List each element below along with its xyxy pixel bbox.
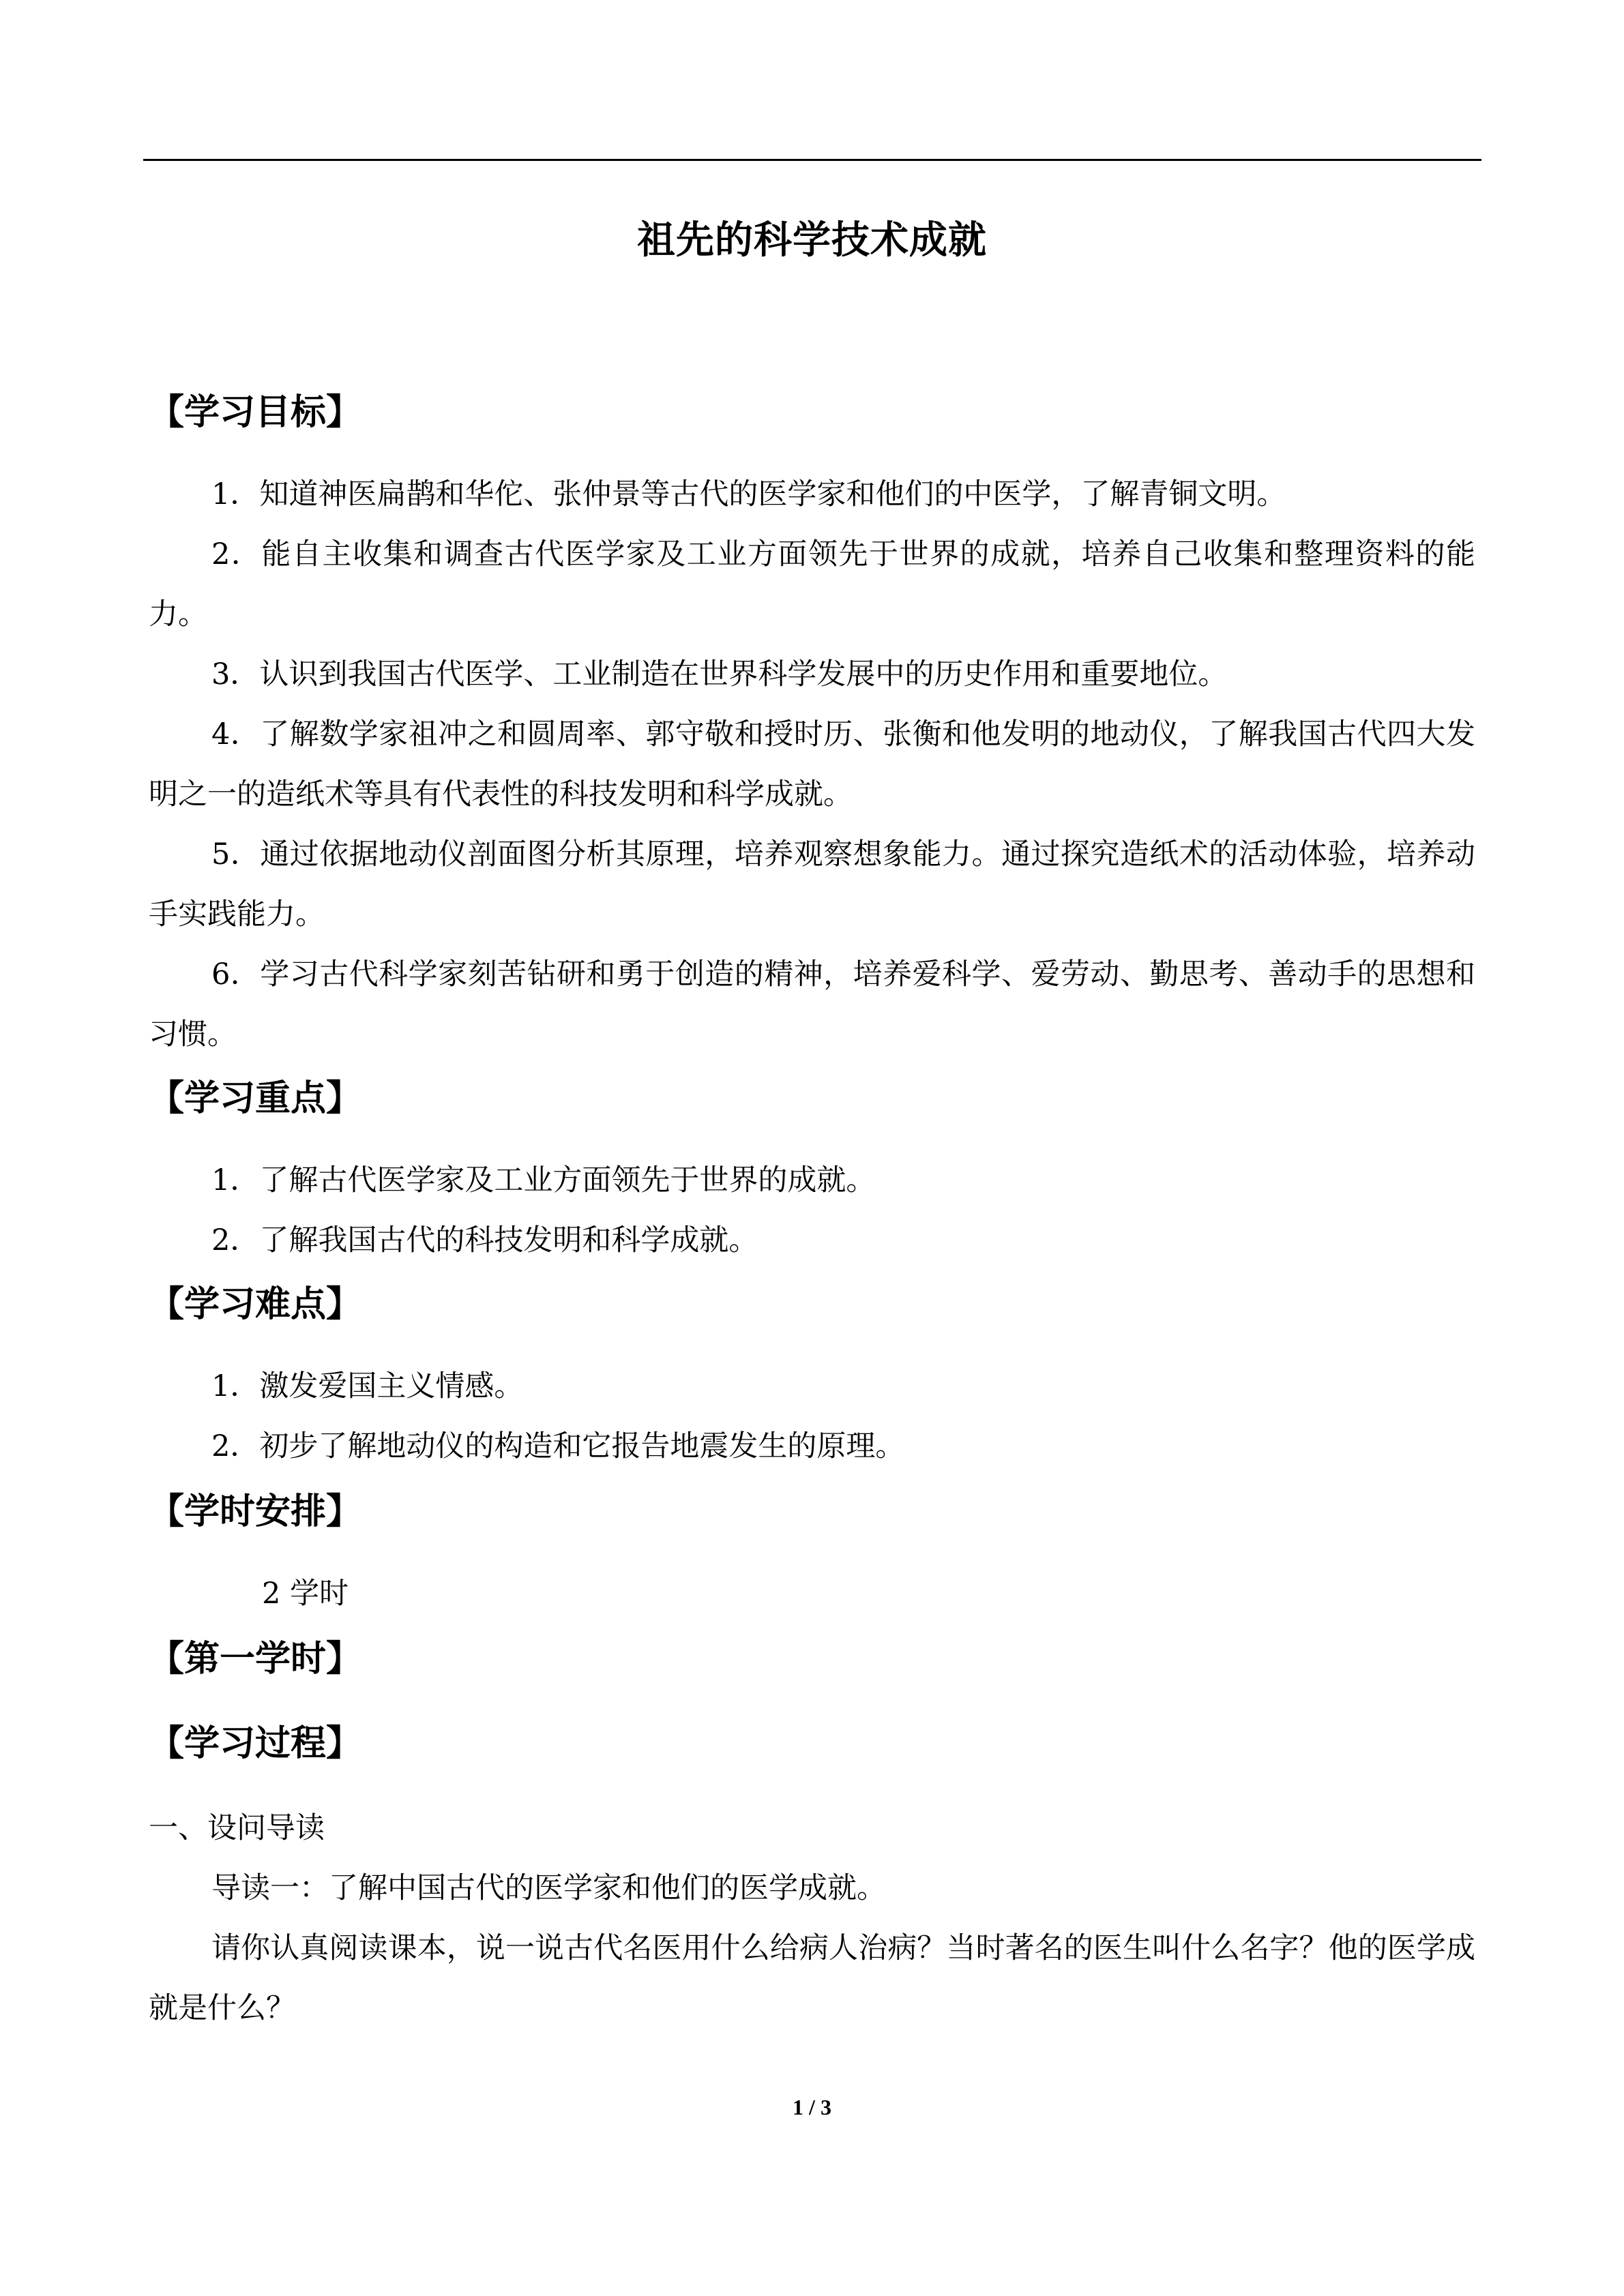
difficulty-item-2: 2．初步了解地动仪的构造和它报告地震发生的原理。 bbox=[211, 1429, 905, 1463]
objective-item-5: 5．通过依据地动仪剖面图分析其原理，培养观察想象能力。通过探究造纸术的活动体验，培养动手实践能力。 bbox=[149, 837, 1475, 931]
heading-difficulties: 【学习难点】 bbox=[149, 1284, 362, 1325]
objective-item-2: 2．能自主收集和调查古代医学家及工业方面领先于世界的成就，培养自己收集和整理资料的能力。 bbox=[149, 537, 1475, 631]
page-number: 1 / 3 bbox=[793, 2095, 831, 2119]
process-part-title: 一、设问导读 bbox=[149, 1811, 325, 1845]
process-guide: 导读一：了解中国古代的医学家和他们的医学成就。 bbox=[211, 1871, 886, 1905]
heading-first-period: 【第一学时】 bbox=[149, 1639, 362, 1680]
objective-item-1: 1．知道神医扁鹊和华佗、张仲景等古代的医学家和他们的中医学，了解青铜文明。 bbox=[211, 477, 1286, 511]
objective-item-4: 4．了解数学家祖冲之和圆周率、郭守敬和授时历、张衡和他发明的地动仪，了解我国古代四大发明之一的造纸术等具有代表性的科技发明和科学成就。 bbox=[149, 717, 1475, 811]
document-title: 祖先的科学技术成就 bbox=[637, 218, 987, 263]
header-rule bbox=[143, 159, 1481, 161]
schedule-value: 2 学时 bbox=[262, 1577, 349, 1611]
heading-key-points: 【学习重点】 bbox=[149, 1078, 362, 1119]
heading-schedule: 【学时安排】 bbox=[149, 1491, 362, 1532]
difficulty-item-1: 1．激发爱国主义情感。 bbox=[211, 1369, 524, 1403]
key-point-item-1: 1．了解古代医学家及工业方面领先于世界的成就。 bbox=[211, 1163, 876, 1197]
heading-objectives: 【学习目标】 bbox=[149, 392, 362, 433]
objective-item-6: 6．学习古代科学家刻苦钻研和勇于创造的精神，培养爱科学、爱劳动、勤思考、善动手的思想和习惯。 bbox=[149, 957, 1475, 1052]
key-point-item-2: 2．了解我国古代的科技发明和科学成就。 bbox=[211, 1223, 758, 1257]
process-question: 请你认真阅读课本，说一说古代名医用什么给病人治病？当时著名的医生叫什么名字？他的医学成就是什么？ bbox=[149, 1931, 1475, 2025]
objective-item-3: 3．认识到我国古代医学、工业制造在世界科学发展中的历史作用和重要地位。 bbox=[211, 657, 1228, 691]
heading-process: 【学习过程】 bbox=[149, 1723, 362, 1764]
